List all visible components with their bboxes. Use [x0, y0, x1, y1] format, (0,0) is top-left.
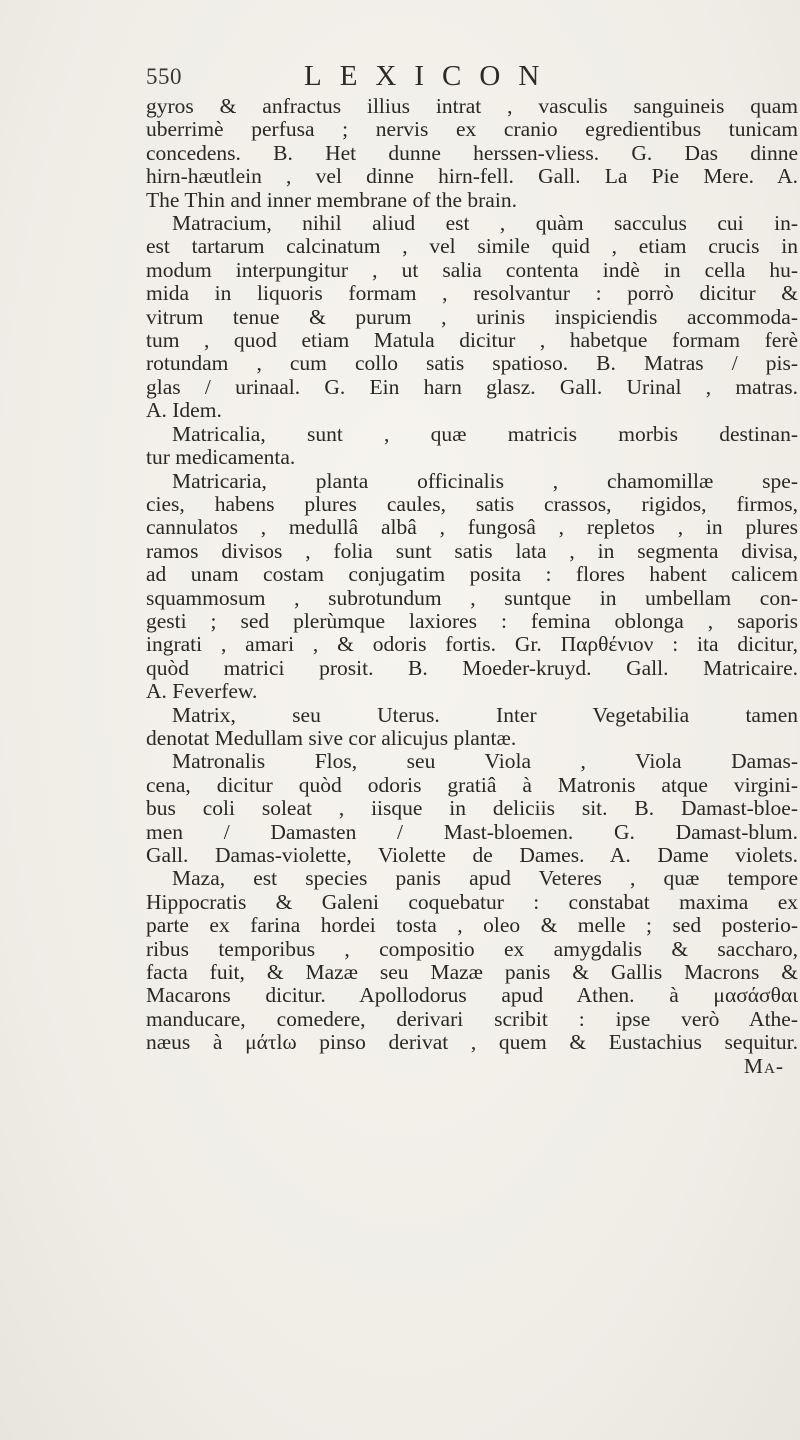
text-line: Matrix, seu Uterus. Inter Vegetabilia tamen [172, 702, 798, 727]
text-line: denotat Medullam sive cor alicujus plantæ. [146, 725, 517, 750]
text-line: cannulatos , medullâ albâ , fungosâ , repletos , in plures [146, 515, 798, 540]
text-line: Hippocratis & Galeni coquebatur : constabat maxima ex [146, 889, 798, 914]
text-line: ribus temporibus , compositio ex amygdalis & saccharo, [146, 936, 798, 961]
text-line: A. Feverfew. [146, 679, 258, 704]
text-line: manducare, comedere, derivari scribit : ipse verò Athe- [146, 1006, 798, 1031]
text-line: glas / urinaal. G. Ein harn glasz. Gall. Urinal , matras. [146, 374, 798, 399]
text-line: tum , quod etiam Matula dicitur , habetque formam ferè [146, 328, 798, 353]
text-line: Gall. Damas-violette, Violette de Dames. A. Dame violets. [146, 843, 798, 867]
text-line: squammosum , subrotundum , suntque in umbellam con- [146, 585, 798, 610]
text-line: quòd matrici prosit. B. Moeder-kruyd. Gall. Matricaire. [146, 655, 798, 680]
text-line: ad unam costam conjugatim posita : flores habent calicem [146, 562, 798, 587]
text-line: cena, dicitur quòd odoris gratiâ à Matronis atque virgini- [146, 772, 798, 797]
text-line: A. Idem. [146, 398, 222, 423]
running-head: LEXICON [304, 60, 558, 92]
page-header [146, 60, 800, 94]
text-line: tur medicamenta. [146, 445, 296, 470]
text-line: Maza, est species panis apud Veteres , quæ tempore [172, 866, 798, 891]
text-line: gesti ; sed plerùmque laxiores : femina oblonga , saporis [146, 608, 798, 633]
text-line: rotundam , cum collo satis spatioso. B. Matras / pis- [146, 351, 798, 376]
text-line: facta fuit, & Mazæ seu Mazæ panis & Gallis Macrons & [146, 960, 798, 985]
catchword: Ma- [743, 1053, 784, 1078]
text-line: modum interpungitur , ut salia contenta indè in cella hu- [146, 257, 798, 282]
text-line: men / Damasten / Mast-bloemen. G. Damast-blum. [146, 819, 798, 844]
text-line: est tartarum calcinatum , vel simile quid , etiam crucis in [146, 234, 798, 259]
text-line: bus coli soleat , iisque in deliciis sit. B. Damast-bloe- [146, 796, 798, 821]
text-line: Macarons dicitur. Apollodorus apud Athen. à μασάσθαι [146, 983, 798, 1008]
text-line: cies, habens plures caules, satis crassos, rigidos, firmos, [146, 491, 798, 516]
text-column [146, 95, 798, 1078]
text-line: vitrum tenue & purum , urinis inspiciendis accommoda- [146, 304, 798, 329]
text-line: Matricaria, planta officinalis , chamomillæ spe- [172, 468, 798, 493]
text-line: Matracium, nihil aliud est , quàm sacculus cui in- [172, 211, 798, 236]
text-line: ingrati , amari , & odoris fortis. Gr. Παρθένιον : ita dicitur, [146, 632, 798, 657]
text-line: uberrimè perfusa ; nervis ex cranio egredientibus tunicam [146, 117, 798, 142]
text-line: Matricalia, sunt , quæ matricis morbis destinan- [172, 421, 798, 446]
text-line: ramos divisos , folia sunt satis lata , in segmenta divisa, [146, 538, 798, 563]
text-line: The Thin and inner membrane of the brain. [146, 187, 517, 212]
text-line: gyros & anfractus illius intrat , vasculis sanguineis quam [146, 94, 798, 118]
text-line: Matronalis Flos, seu Viola , Viola Damas- [172, 749, 798, 774]
page-number: 550 [146, 64, 182, 89]
text-line: næus à μάτlω pinso derivat , quem & Eustachius sequitur. [146, 1030, 798, 1055]
text-line: concedens. B. Het dunne herssen-vliess. G. Das dinne [146, 140, 798, 165]
text-line: parte ex farina hordei tosta , oleo & melle ; sed posterio- [146, 913, 798, 938]
text-line: hirn-hæutlein , vel dinne hirn-fell. Gall. La Pie Mere. A. [146, 164, 798, 189]
text-line: mida in liquoris formam , resolvantur : porrò dicitur & [146, 281, 798, 306]
